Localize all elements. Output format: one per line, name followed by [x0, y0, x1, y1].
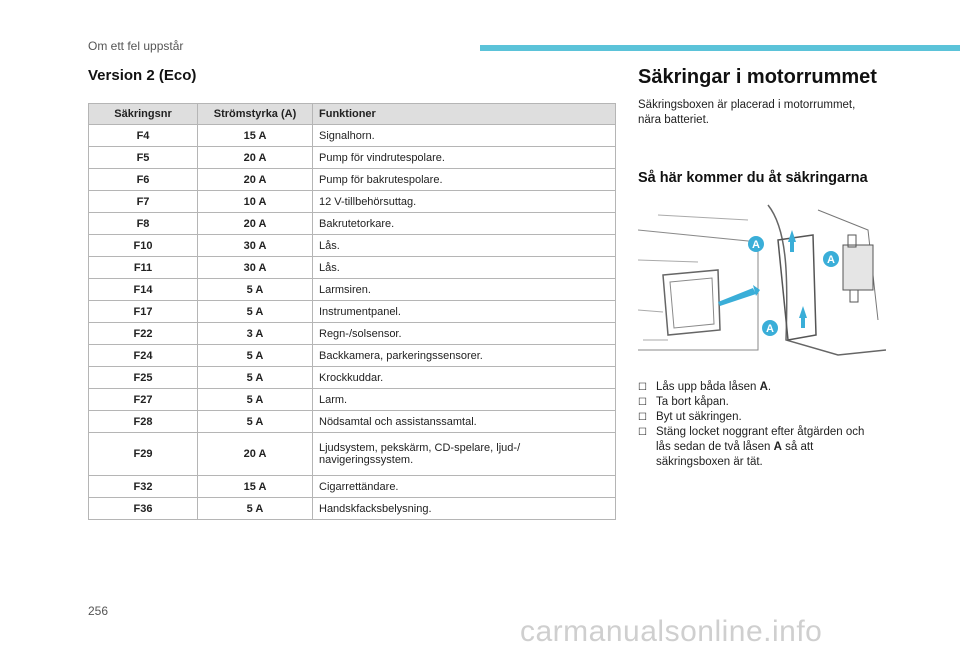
column-header-functions: Funktioner	[313, 104, 616, 125]
watermark: carmanualsonline.info	[520, 615, 823, 648]
amperage-cell: 15 A	[198, 476, 313, 498]
fuse-number-cell: F25	[89, 367, 198, 389]
svg-text:A: A	[766, 323, 774, 335]
checkbox-icon: ☐	[638, 412, 647, 423]
amperage-cell: 5 A	[198, 498, 313, 520]
table-row	[89, 169, 616, 191]
function-cell: Krockkuddar.	[313, 367, 616, 389]
step-text-suffix: .	[767, 381, 772, 393]
function-cell: Instrumentpanel.	[313, 301, 616, 323]
table-row	[89, 433, 616, 476]
amperage-cell: 30 A	[198, 257, 313, 279]
amperage-cell: 5 A	[198, 411, 313, 433]
function-cell: Cigarrettändare.	[313, 476, 616, 498]
table-row	[89, 125, 616, 147]
page-number: 256	[88, 604, 109, 618]
fuse-number-cell: F8	[89, 213, 198, 235]
fuse-number-cell: F17	[89, 301, 198, 323]
fuse-number-cell: F32	[89, 476, 198, 498]
table-row	[89, 345, 616, 367]
function-cell: Bakrutetorkare.	[313, 213, 616, 235]
table-row	[89, 323, 616, 345]
fuse-number-cell: F28	[89, 411, 198, 433]
amperage-cell: 10 A	[198, 191, 313, 213]
function-cell: Signalhorn.	[313, 125, 616, 147]
amperage-cell: 5 A	[198, 345, 313, 367]
fusebox-location-text: Säkringsboxen är placerad i motorrummet, nära batteriet.	[638, 99, 856, 126]
instruction-steps	[638, 380, 878, 470]
table-row	[89, 301, 616, 323]
fuse-number-cell: F6	[89, 169, 198, 191]
table-row	[89, 411, 616, 433]
fuse-number-cell: F24	[89, 345, 198, 367]
step-text: Ta bort kåpan.	[656, 396, 729, 408]
fuse-table	[88, 103, 616, 520]
fusebox-illustration	[638, 200, 886, 360]
fuse-number-cell: F29	[89, 433, 198, 476]
column-header-amperage: Strömstyrka (A)	[198, 104, 313, 125]
function-cell: Pump för bakrutespolare.	[313, 169, 616, 191]
function-cell: Larmsiren.	[313, 279, 616, 301]
table-row	[89, 191, 616, 213]
amperage-cell: 5 A	[198, 279, 313, 301]
table-section-title: Version 2 (Eco)	[88, 67, 197, 84]
function-cell: Regn-/solsensor.	[313, 323, 616, 345]
checkbox-icon: ☐	[638, 382, 647, 393]
amperage-cell: 3 A	[198, 323, 313, 345]
amperage-cell: 20 A	[198, 433, 313, 476]
function-cell: Pump för vindrutespolare.	[313, 147, 616, 169]
table-row	[89, 147, 616, 169]
lock-marker-a-icon	[823, 251, 839, 267]
lock-marker-a-icon	[748, 236, 764, 252]
fuse-number-cell: F5	[89, 147, 198, 169]
function-cell: Backkamera, parkeringssensorer.	[313, 345, 616, 367]
amperage-cell: 20 A	[198, 213, 313, 235]
table-row	[89, 476, 616, 498]
lock-marker-a-icon	[762, 320, 778, 336]
table-row	[89, 498, 616, 520]
table-row	[89, 367, 616, 389]
section-header: Om ett fel uppstår	[88, 39, 184, 53]
fuse-number-cell: F11	[89, 257, 198, 279]
step-text-suffix: så att säkringsboxen är tät.	[656, 441, 814, 468]
access-fuses-subtitle: Så här kommer du åt säkringarna	[638, 170, 868, 186]
function-cell: Nödsamtal och assistanssamtal.	[313, 411, 616, 433]
step-text: Stäng locket noggrant efter åtgärden och lås sedan de två låsen	[656, 426, 865, 453]
table-row	[89, 257, 616, 279]
function-cell: Ljudsystem, pekskärm, CD-spelare, ljud-/ navigeringssystem.	[313, 433, 616, 476]
amperage-cell: 5 A	[198, 389, 313, 411]
function-cell: Handskfacksbelysning.	[313, 498, 616, 520]
engine-fuses-title: Säkringar i motorrummet	[638, 66, 877, 88]
fuse-number-cell: F10	[89, 235, 198, 257]
amperage-cell: 30 A	[198, 235, 313, 257]
table-header-row	[89, 104, 616, 125]
table-row	[89, 279, 616, 301]
function-cell: Lås.	[313, 257, 616, 279]
svg-text:A: A	[752, 239, 760, 251]
instruction-step	[638, 380, 878, 395]
amperage-cell: 20 A	[198, 147, 313, 169]
function-cell: Lås.	[313, 235, 616, 257]
table-row	[89, 213, 616, 235]
table-row	[89, 235, 616, 257]
instruction-step	[638, 410, 878, 425]
instruction-step	[638, 425, 878, 470]
fuse-number-cell: F22	[89, 323, 198, 345]
fuse-number-cell: F14	[89, 279, 198, 301]
svg-text:A: A	[827, 254, 835, 266]
fuse-number-cell: F4	[89, 125, 198, 147]
checkbox-icon: ☐	[638, 397, 647, 408]
column-header-fuse-number: Säkringsnr	[89, 104, 198, 125]
function-cell: Larm.	[313, 389, 616, 411]
step-text: Lås upp båda låsen	[656, 381, 760, 393]
fuse-number-cell: F7	[89, 191, 198, 213]
fuse-number-cell: F36	[89, 498, 198, 520]
step-lock-label: A	[759, 381, 768, 393]
amperage-cell: 5 A	[198, 367, 313, 389]
amperage-cell: 5 A	[198, 301, 313, 323]
step-text: Byt ut säkringen.	[656, 411, 742, 423]
checkbox-icon: ☐	[638, 427, 647, 438]
table-row	[89, 389, 616, 411]
function-cell: 12 V-tillbehörsuttag.	[313, 191, 616, 213]
step-lock-label: A	[773, 441, 782, 453]
amperage-cell: 15 A	[198, 125, 313, 147]
fuse-number-cell: F27	[89, 389, 198, 411]
header-accent-bar	[480, 45, 960, 51]
amperage-cell: 20 A	[198, 169, 313, 191]
instruction-step	[638, 395, 878, 410]
